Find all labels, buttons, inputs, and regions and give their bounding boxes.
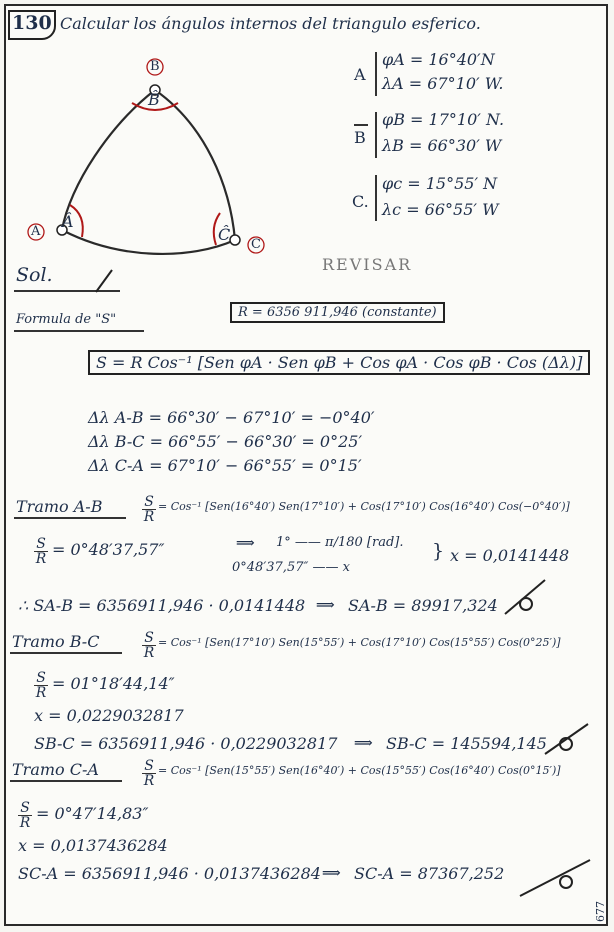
sol-label: Sol. (16, 264, 53, 286)
tramo-ab-s-result: SA-B = 89917,324 (348, 596, 498, 615)
tramo-bc-formula: = Cos⁻¹ [Sen(17°10′) Sen(15°55′) + Cos(17°10′) Cos(15°55′) Cos(0°25′)] (158, 636, 561, 649)
formula-label: Formula de "S" (16, 312, 117, 327)
tramo-bc-x: x = 0,0229032817 (34, 706, 184, 725)
tramo-ab-s-calc: ∴ SA-B = 6356911,946 · 0,0141448 (18, 596, 306, 615)
page-number: 677 (594, 901, 607, 922)
tramo-ab-conv-1: 1° —— π/180 [rad]. (276, 535, 404, 550)
tramo-bc-frac: S R (143, 630, 155, 661)
angle-label-c: Ĉ (218, 225, 231, 244)
vertex-label-c: C (251, 237, 261, 252)
tramo-ab-sr-value: = 0°48′37,57″ (52, 540, 165, 559)
sol-check (96, 270, 112, 292)
delta-ab: Δλ A-B = 66°30′ − 67°10′ = −0°40′ (88, 408, 375, 427)
tramo-ca-s-result: SC-A = 87367,252 (354, 864, 505, 883)
given-b-point: B (354, 128, 366, 147)
given-c-lon: λc = 66°55′ W (382, 200, 499, 219)
tramo-bc-sr-value: = 01°18′44,14″ (52, 674, 175, 693)
tramo-ca-sr-frac: S R (19, 800, 31, 831)
given-c-point: C. (352, 192, 369, 211)
given-a-lon: λA = 67°10′ W. (382, 74, 504, 93)
constant-r: R = 6356 911,946 (constante) (230, 302, 445, 323)
tramo-bc-s-calc: SB-C = 6356911,946 · 0,0229032817 (34, 734, 338, 753)
problem-number: 130 (12, 12, 52, 34)
revisar-stamp: REVISAR (322, 255, 413, 274)
tramo-ca-s-calc: SC-A = 6356911,946 · 0,0137436284 (18, 864, 321, 883)
tramo-ca-x: x = 0,0137436284 (18, 836, 168, 855)
arrow-icon: ⟹ (236, 536, 255, 551)
given-c-lat: φc = 15°55′ N (382, 174, 498, 193)
delta-bc: Δλ B-C = 66°55′ − 66°30′ = 0°25′ (88, 432, 363, 451)
tramo-ab-frac: S R (143, 494, 155, 525)
tramo-ab-sr-frac: S R (35, 536, 47, 567)
tramo-ab-x: x = 0,0141448 (450, 546, 570, 565)
given-a-lat: φA = 16°40′N (382, 50, 495, 69)
tramo-ca-frac: S R (143, 758, 155, 789)
check-circle-ab (520, 598, 532, 610)
arrow-icon-ca: ⟹ (322, 866, 341, 881)
given-b-lat: φB = 17°10′ N. (382, 110, 505, 129)
check-mark-ca (520, 860, 590, 896)
tramo-bc-sr-frac: S R (35, 670, 47, 701)
problem-title: Calcular los ángulos internos del triangulo esferico. (60, 14, 481, 33)
check-circle-ca (560, 876, 572, 888)
tramo-ab-conv-2: 0°48′37,57″ —— x (232, 560, 350, 575)
tramo-ab-formula: = Cos⁻¹ [Sen(16°40′) Sen(17°10′) + Cos(17°10′) Cos(16°40′) Cos(−0°40′)] (158, 500, 570, 513)
delta-ca: Δλ C-A = 67°10′ − 66°55′ = 0°15′ (88, 456, 362, 475)
angle-label-b: B̂ (148, 90, 160, 109)
arrow-icon-ab: ⟹ (316, 598, 335, 613)
vertex-label-a: A (31, 224, 41, 239)
given-b-lon: λB = 66°30′ W (382, 136, 502, 155)
tramo-ca-sr-value: = 0°47′14,83″ (36, 804, 149, 823)
angle-label-a: Â (62, 212, 74, 231)
main-formula: S = R Cos⁻¹ [Sen φA · Sen φB + Cos φA · Cos φB · Cos (Δλ)] (88, 350, 590, 375)
tramo-bc-label: Tramo B-C (12, 632, 100, 651)
brace-right-icon: } (432, 540, 445, 562)
vertex-label-b: B (150, 59, 160, 74)
tramo-bc-s-result: SB-C = 145594,145 (386, 734, 547, 753)
arrow-icon-bc: ⟹ (354, 736, 373, 751)
tramo-ca-label: Tramo C-A (12, 760, 99, 779)
tramo-ab-label: Tramo A-B (16, 497, 103, 516)
tramo-ca-formula: = Cos⁻¹ [Sen(15°55′) Sen(16°40′) + Cos(15°55′) Cos(16°40′) Cos(0°15′)] (158, 764, 561, 777)
given-a-point: A (354, 65, 366, 84)
